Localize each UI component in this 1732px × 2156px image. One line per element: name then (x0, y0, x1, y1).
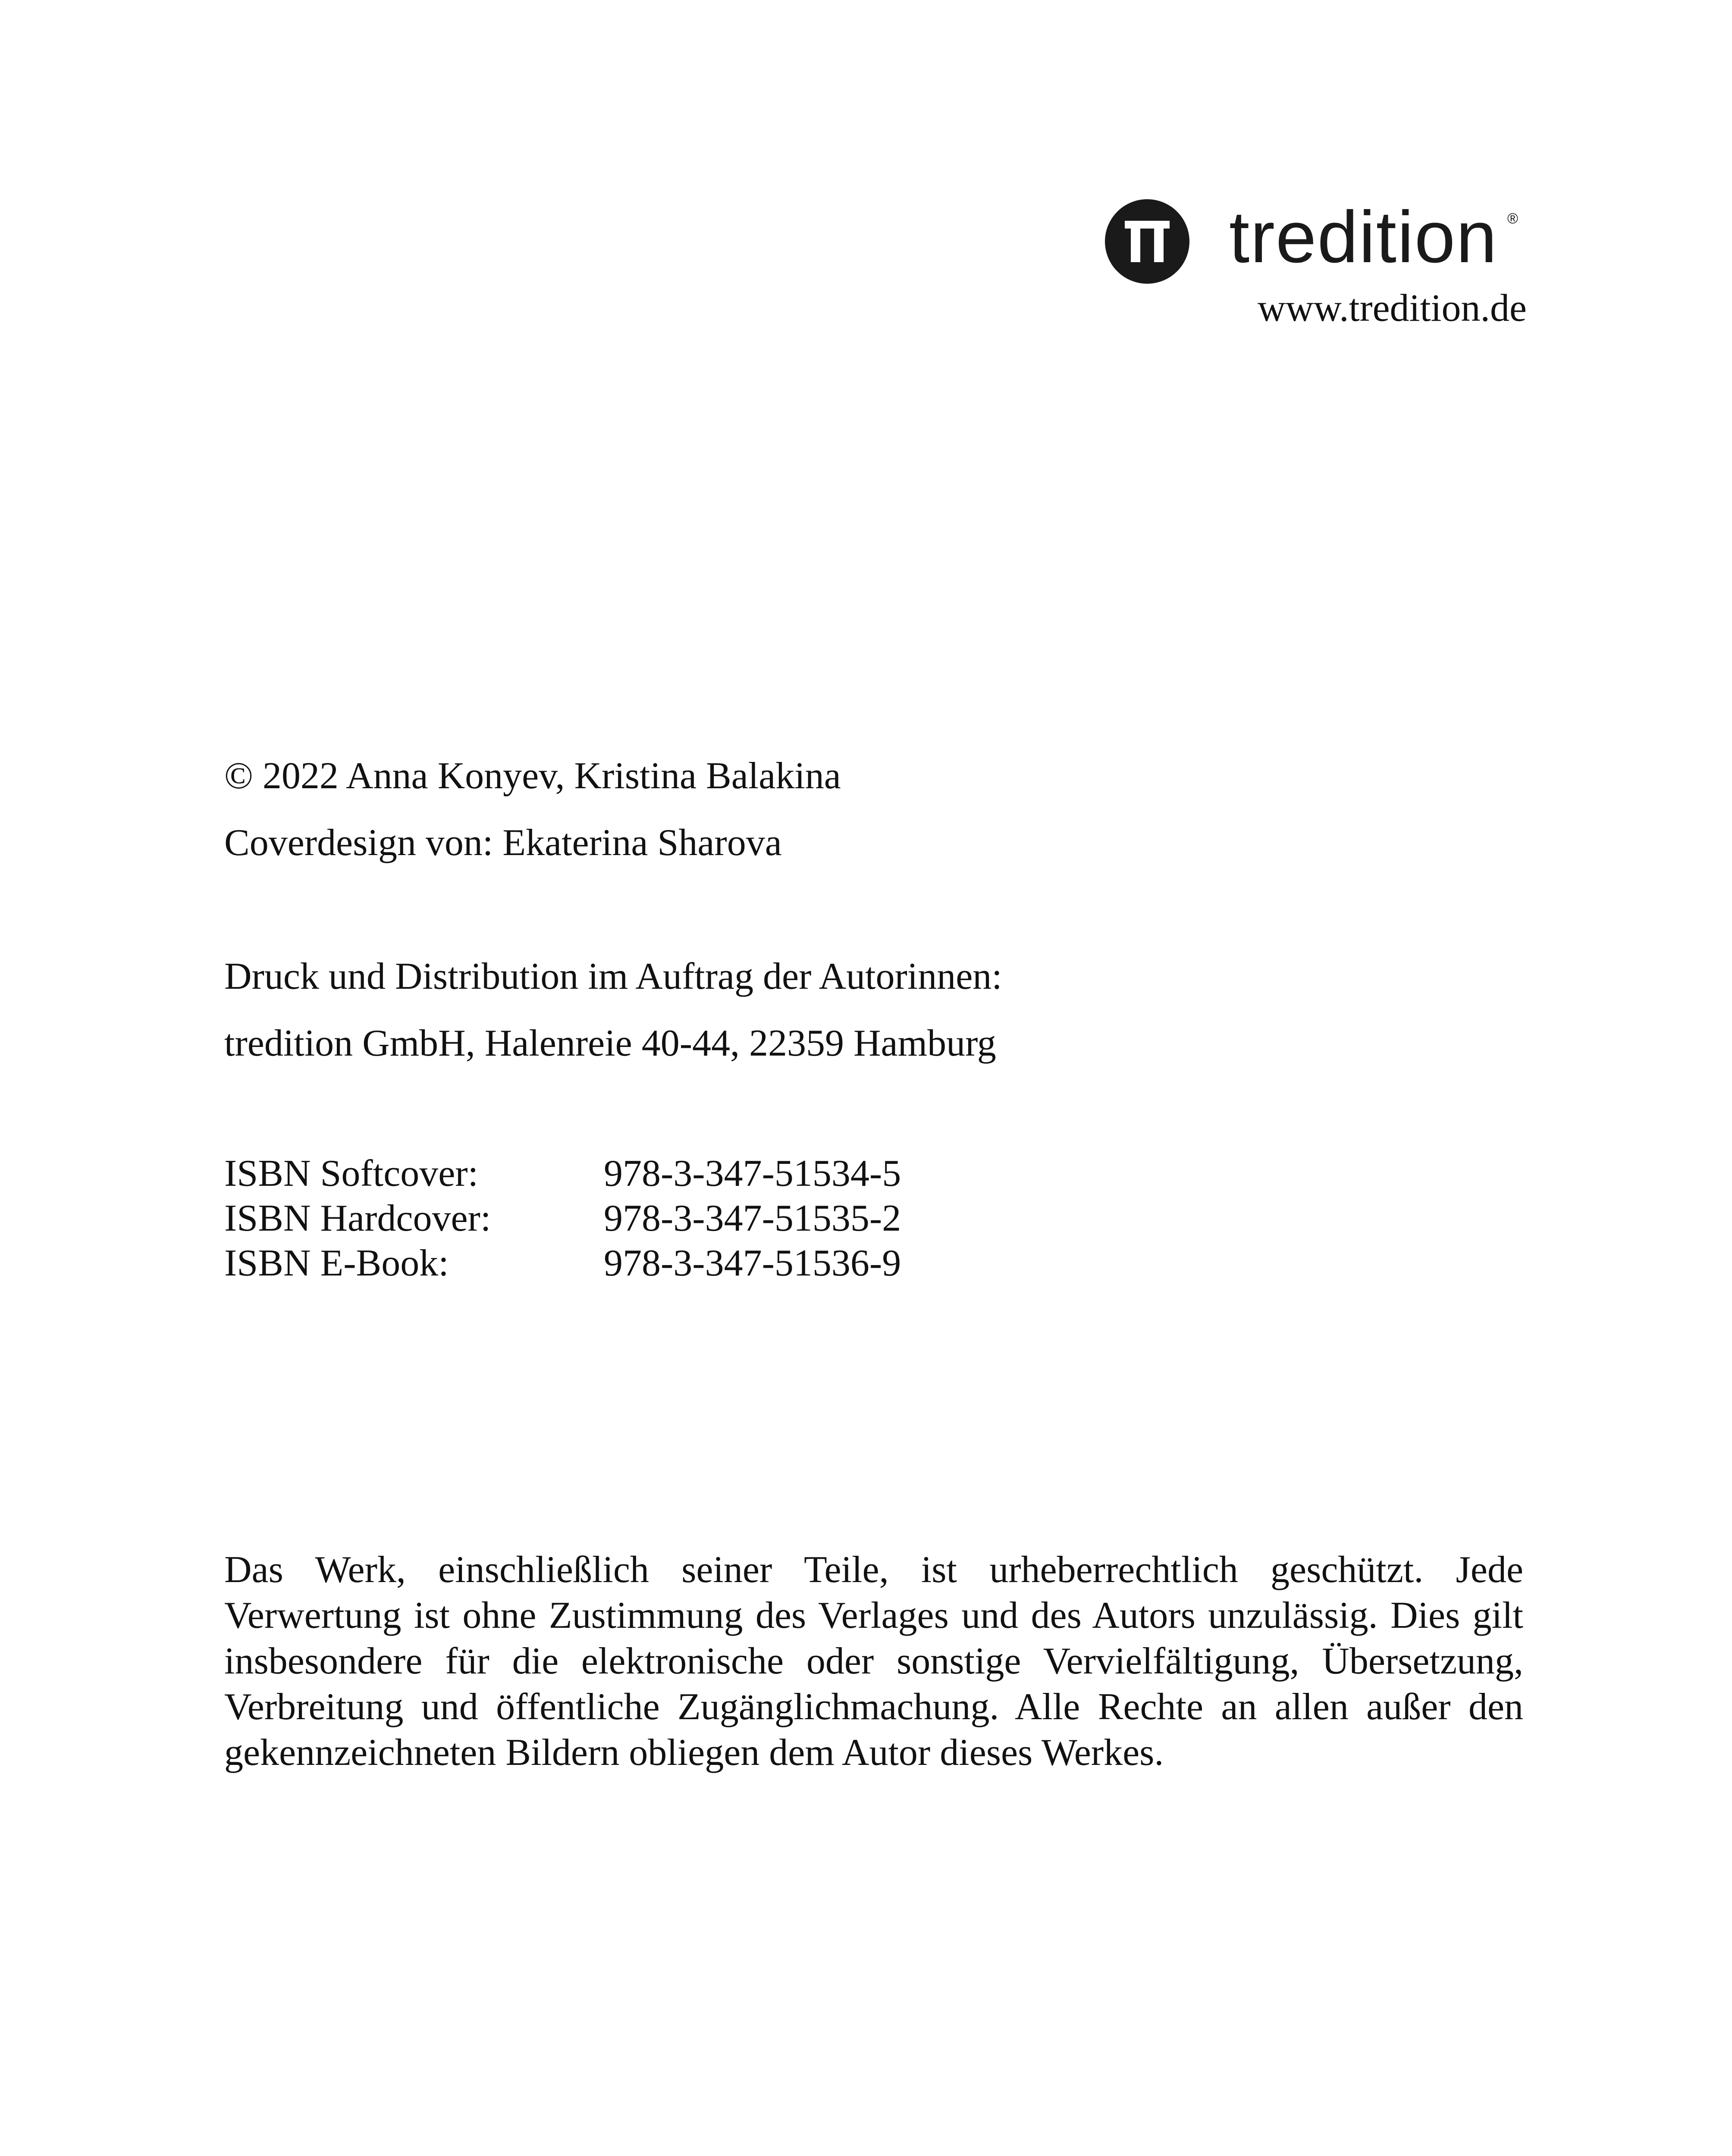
isbn-value: 978-3-347-51536-9 (604, 1242, 901, 1284)
rights-notice: Das Werk, einschließlich seiner Teile, ist urheberrechtlich geschützt. Jede Verwertung ist ohne Zustimmung des Verlages und des Autors unzulässig. Dies gilt insbesondere für die elektronische oder sonstige Vervielfältigung, Übersetzung, Verbreitung und öffentliche Zugänglichmachung. Alle Rechte an allen außer den gekennzeichneten Bildern obliegen dem Autor dieses Werkes. (224, 1549, 1523, 1774)
isbn-label: ISBN Softcover: (224, 1153, 479, 1194)
isbn-value: 978-3-347-51534-5 (604, 1153, 901, 1194)
publisher-website: www.tredition.de (1257, 287, 1527, 329)
isbn-label: ISBN E-Book: (224, 1242, 449, 1284)
logo-wordmark: tredition (1229, 196, 1498, 278)
tredition-logo-mark-icon (1104, 198, 1190, 285)
isbn-row-ebook (224, 1241, 901, 1286)
isbn-row-softcover (224, 1151, 901, 1196)
cover-design-line: Coverdesign von: Ekaterina Sharova (224, 822, 782, 864)
print-distribution-line: Druck und Distribution im Auftrag der Autorinnen: (224, 956, 1002, 997)
isbn-label: ISBN Hardcover: (224, 1197, 491, 1239)
isbn-value: 978-3-347-51535-2 (604, 1197, 901, 1239)
isbn-row-hardcover (224, 1196, 901, 1241)
isbn-list (224, 1151, 901, 1286)
registered-mark: ® (1507, 210, 1519, 227)
copyright-line: © 2022 Anna Konyev, Kristina Balakina (224, 755, 841, 797)
publisher-address-line: tredition GmbH, Halenreie 40-44, 22359 Hamburg (224, 1022, 996, 1064)
